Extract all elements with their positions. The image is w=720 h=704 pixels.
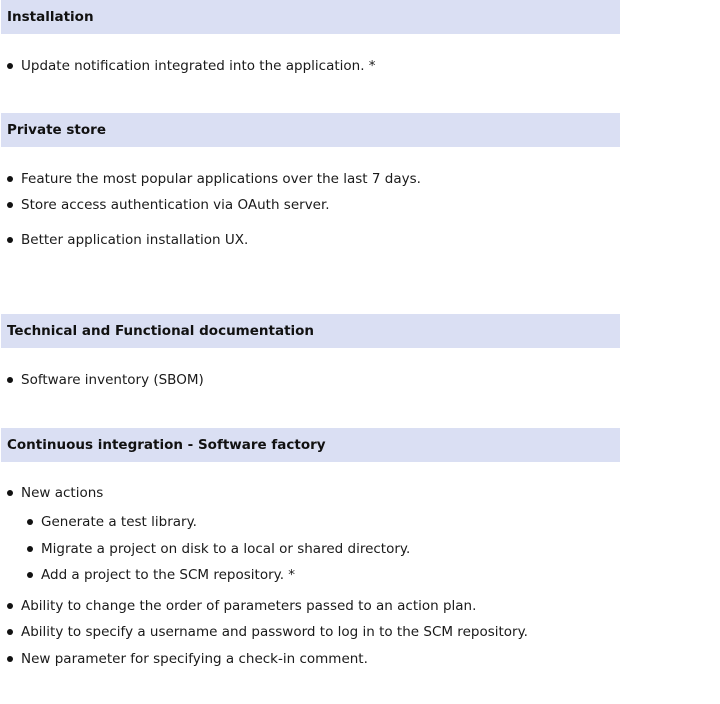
list-item: Feature the most popular applications over the last 7 days. — [21, 171, 421, 187]
list-item: New actions — [21, 485, 104, 501]
section-header-private-store: Private store — [1, 113, 620, 147]
list-item: Better application installation UX. — [21, 232, 249, 248]
sub-list-item: Add a project to the SCM repository. * — [41, 567, 296, 583]
sub-list-item: Generate a test library. — [41, 514, 197, 530]
section-header-documentation: Technical and Functional documentation — [1, 314, 620, 348]
list-item: New parameter for specifying a check-in comment. — [21, 651, 368, 667]
list-item: Ability to change the order of parameters passed to an action plan. — [21, 598, 477, 614]
section-header-installation: Installation — [1, 0, 620, 34]
list-item: Update notification integrated into the application. * — [21, 58, 376, 74]
list-item: Software inventory (SBOM) — [21, 372, 204, 388]
section-header-continuous-integration: Continuous integration - Software factory — [1, 428, 620, 462]
list-item: Store access authentication via OAuth server. — [21, 197, 330, 213]
list-item: Ability to specify a username and password to log in to the SCM repository. — [21, 624, 528, 640]
sub-list-item: Migrate a project on disk to a local or shared directory. — [41, 541, 411, 557]
